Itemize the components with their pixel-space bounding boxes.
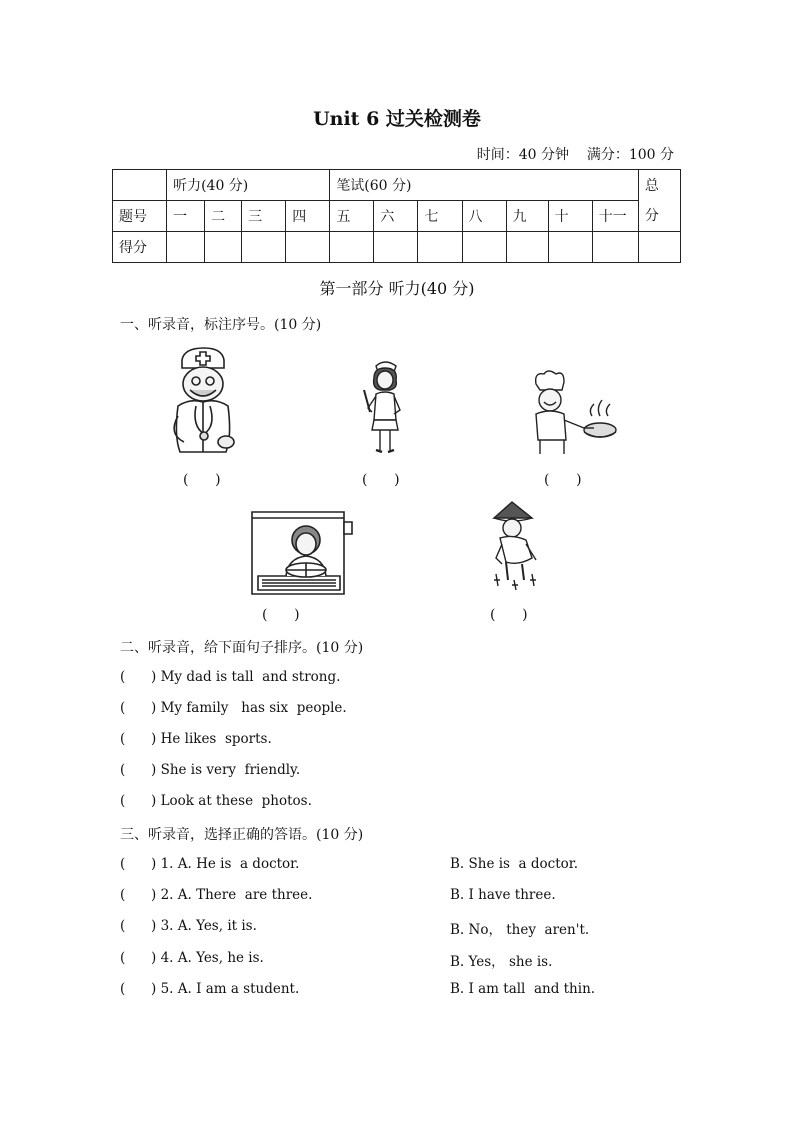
number-cell: 五 (330, 201, 374, 232)
number-cell: 二 (205, 201, 242, 232)
number-cell: 七 (418, 201, 462, 232)
score-cell[interactable] (638, 232, 680, 263)
question-option-a[interactable]: ( ) 3. A. Yes, it is. (120, 918, 257, 934)
writing-header: 笔试(60 分) (330, 170, 639, 201)
cook-icon (528, 370, 624, 456)
page-title: Unit 6 过关检测卷 (313, 108, 481, 130)
score-cell[interactable] (418, 232, 462, 263)
answer-paren[interactable]: ( ) (362, 472, 400, 488)
score-cell[interactable] (592, 232, 638, 263)
farmer-icon (488, 500, 548, 592)
question-option-b[interactable]: B. I have three. (450, 887, 556, 903)
score-cell[interactable] (205, 232, 242, 263)
time-info: 时间：40 分钟 满分：100 分 (476, 147, 674, 163)
score-cell[interactable] (330, 232, 374, 263)
row-number-label: 题号 (113, 201, 167, 232)
listening-header: 听力(40 分) (167, 170, 330, 201)
score-cell[interactable] (286, 232, 330, 263)
nurse-icon (360, 358, 410, 458)
corner-cell (113, 170, 167, 201)
question-option-a[interactable]: ( ) 2. A. There are three. (120, 887, 313, 903)
section1-heading: 一、听录音，标注序号。(10 分) (120, 317, 322, 333)
section3-heading: 三、听录音，选择正确的答语。(10 分) (120, 827, 364, 843)
answer-paren[interactable]: ( ) (183, 472, 221, 488)
question-option-b[interactable]: B. She is a doctor. (450, 856, 579, 872)
number-cell: 十一 (592, 201, 638, 232)
sentence-item[interactable]: ( ) My family has six people. (120, 700, 347, 716)
part-one-title: 第一部分 听力(40 分) (319, 279, 475, 298)
number-cell: 一 (167, 201, 205, 232)
question-option-b[interactable]: B. No， they aren't. (450, 922, 590, 938)
answer-paren[interactable]: ( ) (544, 472, 582, 488)
answer-paren[interactable]: ( ) (490, 607, 528, 623)
question-option-a[interactable]: ( ) 5. A. I am a student. (120, 981, 300, 997)
number-cell: 八 (462, 201, 506, 232)
score-table (112, 169, 681, 263)
question-option-b[interactable]: B. I am tall and thin. (450, 981, 596, 997)
sentence-item[interactable]: ( ) He likes sports. (120, 731, 272, 747)
total-header: 总 分 (638, 170, 680, 232)
question-option-b[interactable]: B. Yes， she is. (450, 954, 553, 970)
driver-icon (248, 506, 358, 598)
sentence-item[interactable]: ( ) She is very friendly. (120, 762, 301, 778)
score-cell[interactable] (374, 232, 418, 263)
score-cell[interactable] (167, 232, 205, 263)
number-cell: 六 (374, 201, 418, 232)
score-cell[interactable] (242, 232, 286, 263)
score-cell[interactable] (462, 232, 506, 263)
number-cell: 十 (548, 201, 592, 232)
number-cell: 三 (242, 201, 286, 232)
answer-paren[interactable]: ( ) (262, 607, 300, 623)
sentence-item[interactable]: ( ) Look at these photos. (120, 793, 312, 809)
score-cell[interactable] (506, 232, 548, 263)
doctor-icon (164, 346, 242, 456)
number-cell: 四 (286, 201, 330, 232)
section2-heading: 二、听录音，给下面句子排序。(10 分) (120, 640, 364, 656)
number-cell: 九 (506, 201, 548, 232)
row-score-label: 得分 (113, 232, 167, 263)
question-option-a[interactable]: ( ) 4. A. Yes, he is. (120, 950, 264, 966)
question-option-a[interactable]: ( ) 1. A. He is a doctor. (120, 856, 300, 872)
sentence-item[interactable]: ( ) My dad is tall and strong. (120, 669, 341, 685)
score-cell[interactable] (548, 232, 592, 263)
